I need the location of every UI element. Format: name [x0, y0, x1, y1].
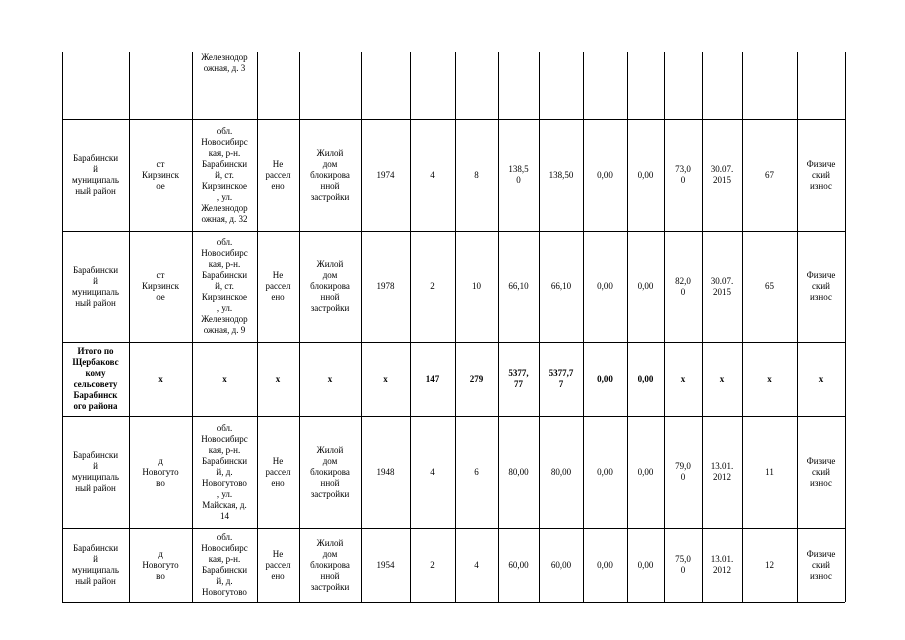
cell-text: д Новогуто во [142, 455, 179, 488]
cell-text: 5377,7 7 [548, 368, 574, 389]
cell-text: 0,00 [597, 559, 613, 570]
cell-text: Жилой дом блокирова нной застройки [310, 259, 350, 313]
cell-text: Барабински й муниципаль ный район [72, 450, 119, 493]
cell-text: х [327, 373, 333, 384]
cell-text: 13.01. 2012 [710, 461, 734, 482]
cell-text: Жилой дом блокирова нной застройки [310, 147, 350, 202]
cell-text: 138,5 0 [508, 164, 529, 185]
cell-text: 60,00 [508, 559, 529, 570]
cell-text: Барабински й муниципаль ный район [72, 264, 119, 308]
cell-text: 147 [425, 373, 440, 384]
cell-text: х [158, 373, 163, 384]
cell-text: 75,0 0 [675, 554, 691, 575]
cell-text: 30.07. 2015 [710, 275, 734, 297]
cell-text: Не рассел ено [265, 455, 291, 488]
cell-text: 6 [474, 466, 479, 477]
cell-text: Жилой дом блокирова нной застройки [310, 537, 350, 592]
cell-text: 10 [472, 281, 481, 291]
cell-text: обл. Новосибирс кая, р-н. Барабински й, д. Новогутово , ул. Майская, д. 14 [201, 422, 248, 521]
cell-text: обл. Новосибирс кая, р-н. Барабински й, ст. Кирзинское , ул. Железнодор ожная, д. 32 [201, 125, 248, 224]
cell-text: 79,0 0 [675, 461, 691, 482]
cell-text: 60,00 [550, 559, 572, 570]
cell-text: Физиче ский износ [806, 455, 836, 488]
cell-text: Барабински й муниципаль ный район [72, 153, 119, 196]
cell-text: Жилой дом блокирова нной застройки [310, 444, 350, 499]
cell-text: 80,00 [508, 466, 529, 477]
cell-text: х [383, 373, 388, 384]
cell-text: 0,00 [597, 281, 613, 291]
cell-text: 279 [469, 373, 484, 384]
cell-text: 13.01. 2012 [710, 554, 734, 575]
cell-text: 1954 [376, 559, 395, 570]
cell-text: 67 [765, 169, 774, 180]
cell-text: х [275, 373, 281, 384]
cell-text: 4 [430, 466, 435, 477]
cell-text: 138,50 [548, 169, 574, 180]
cell-text: х [680, 373, 686, 384]
cell-text: х [767, 373, 772, 384]
cell-text: 73,0 0 [675, 164, 691, 185]
cell-text: х [222, 373, 227, 384]
cell-text: Физиче ский износ [806, 548, 836, 581]
cell-text: 82,0 0 [675, 275, 691, 297]
cell-text: Не рассел ено [265, 270, 291, 302]
cell-text: 1974 [376, 169, 395, 180]
cell-text: Не рассел ено [265, 158, 291, 191]
cell-text: 30.07. 2015 [710, 164, 734, 185]
cell-text: 11 [765, 466, 774, 477]
cell-text: Железнодор ожная, д. 3 [201, 52, 248, 73]
cell-text: 0,00 [637, 559, 654, 570]
cell-text: 4 [430, 169, 435, 180]
cell-text: х [719, 373, 725, 384]
cell-text: 2 [430, 559, 435, 570]
cell-text: 5377, 77 [508, 368, 529, 389]
cell-text: 66,10 [508, 281, 529, 291]
cell-text: 66,10 [550, 281, 572, 291]
cell-text: х [818, 373, 824, 384]
cell-text: 0,00 [637, 373, 654, 384]
cell-text: 0,00 [597, 373, 613, 384]
cell-text: обл. Новосибирс кая, р-н. Барабински й, д. Новогутово [201, 532, 248, 597]
cell-text: 0,00 [597, 169, 613, 180]
cell-text: 4 [474, 559, 479, 570]
cell-text: Барабински й муниципаль ный район [72, 543, 119, 586]
cell-text: 80,00 [550, 466, 572, 477]
cell-text: Физиче ский износ [806, 270, 836, 302]
cell-text: д Новогуто во [142, 548, 179, 581]
cell-text: обл. Новосибирс кая, р-н. Барабински й, ст. Кирзинское , ул. Железнодор ожная, д. 9 [201, 237, 248, 335]
cell-text: ст Кирзинск ое [142, 270, 179, 302]
cell-text: ст Кирзинск ое [142, 158, 179, 191]
cell-text: 65 [765, 281, 774, 291]
cell-text: Итого по Щербаковс кому сельсовету Барабинск ого района [72, 346, 119, 411]
cell-text: 0,00 [637, 169, 654, 180]
cell-text: 1948 [376, 466, 395, 477]
cell-text: 0,00 [637, 281, 654, 291]
cell-text: 1978 [376, 281, 395, 291]
cell-text: 12 [765, 559, 774, 570]
cell-text: 0,00 [637, 466, 654, 477]
cell-text: 2 [430, 281, 435, 291]
cell-text: 0,00 [597, 466, 613, 477]
cell-text: Физиче ский износ [806, 158, 836, 191]
cell-text: Не рассел ено [265, 548, 291, 581]
cell-text: 8 [474, 169, 479, 180]
